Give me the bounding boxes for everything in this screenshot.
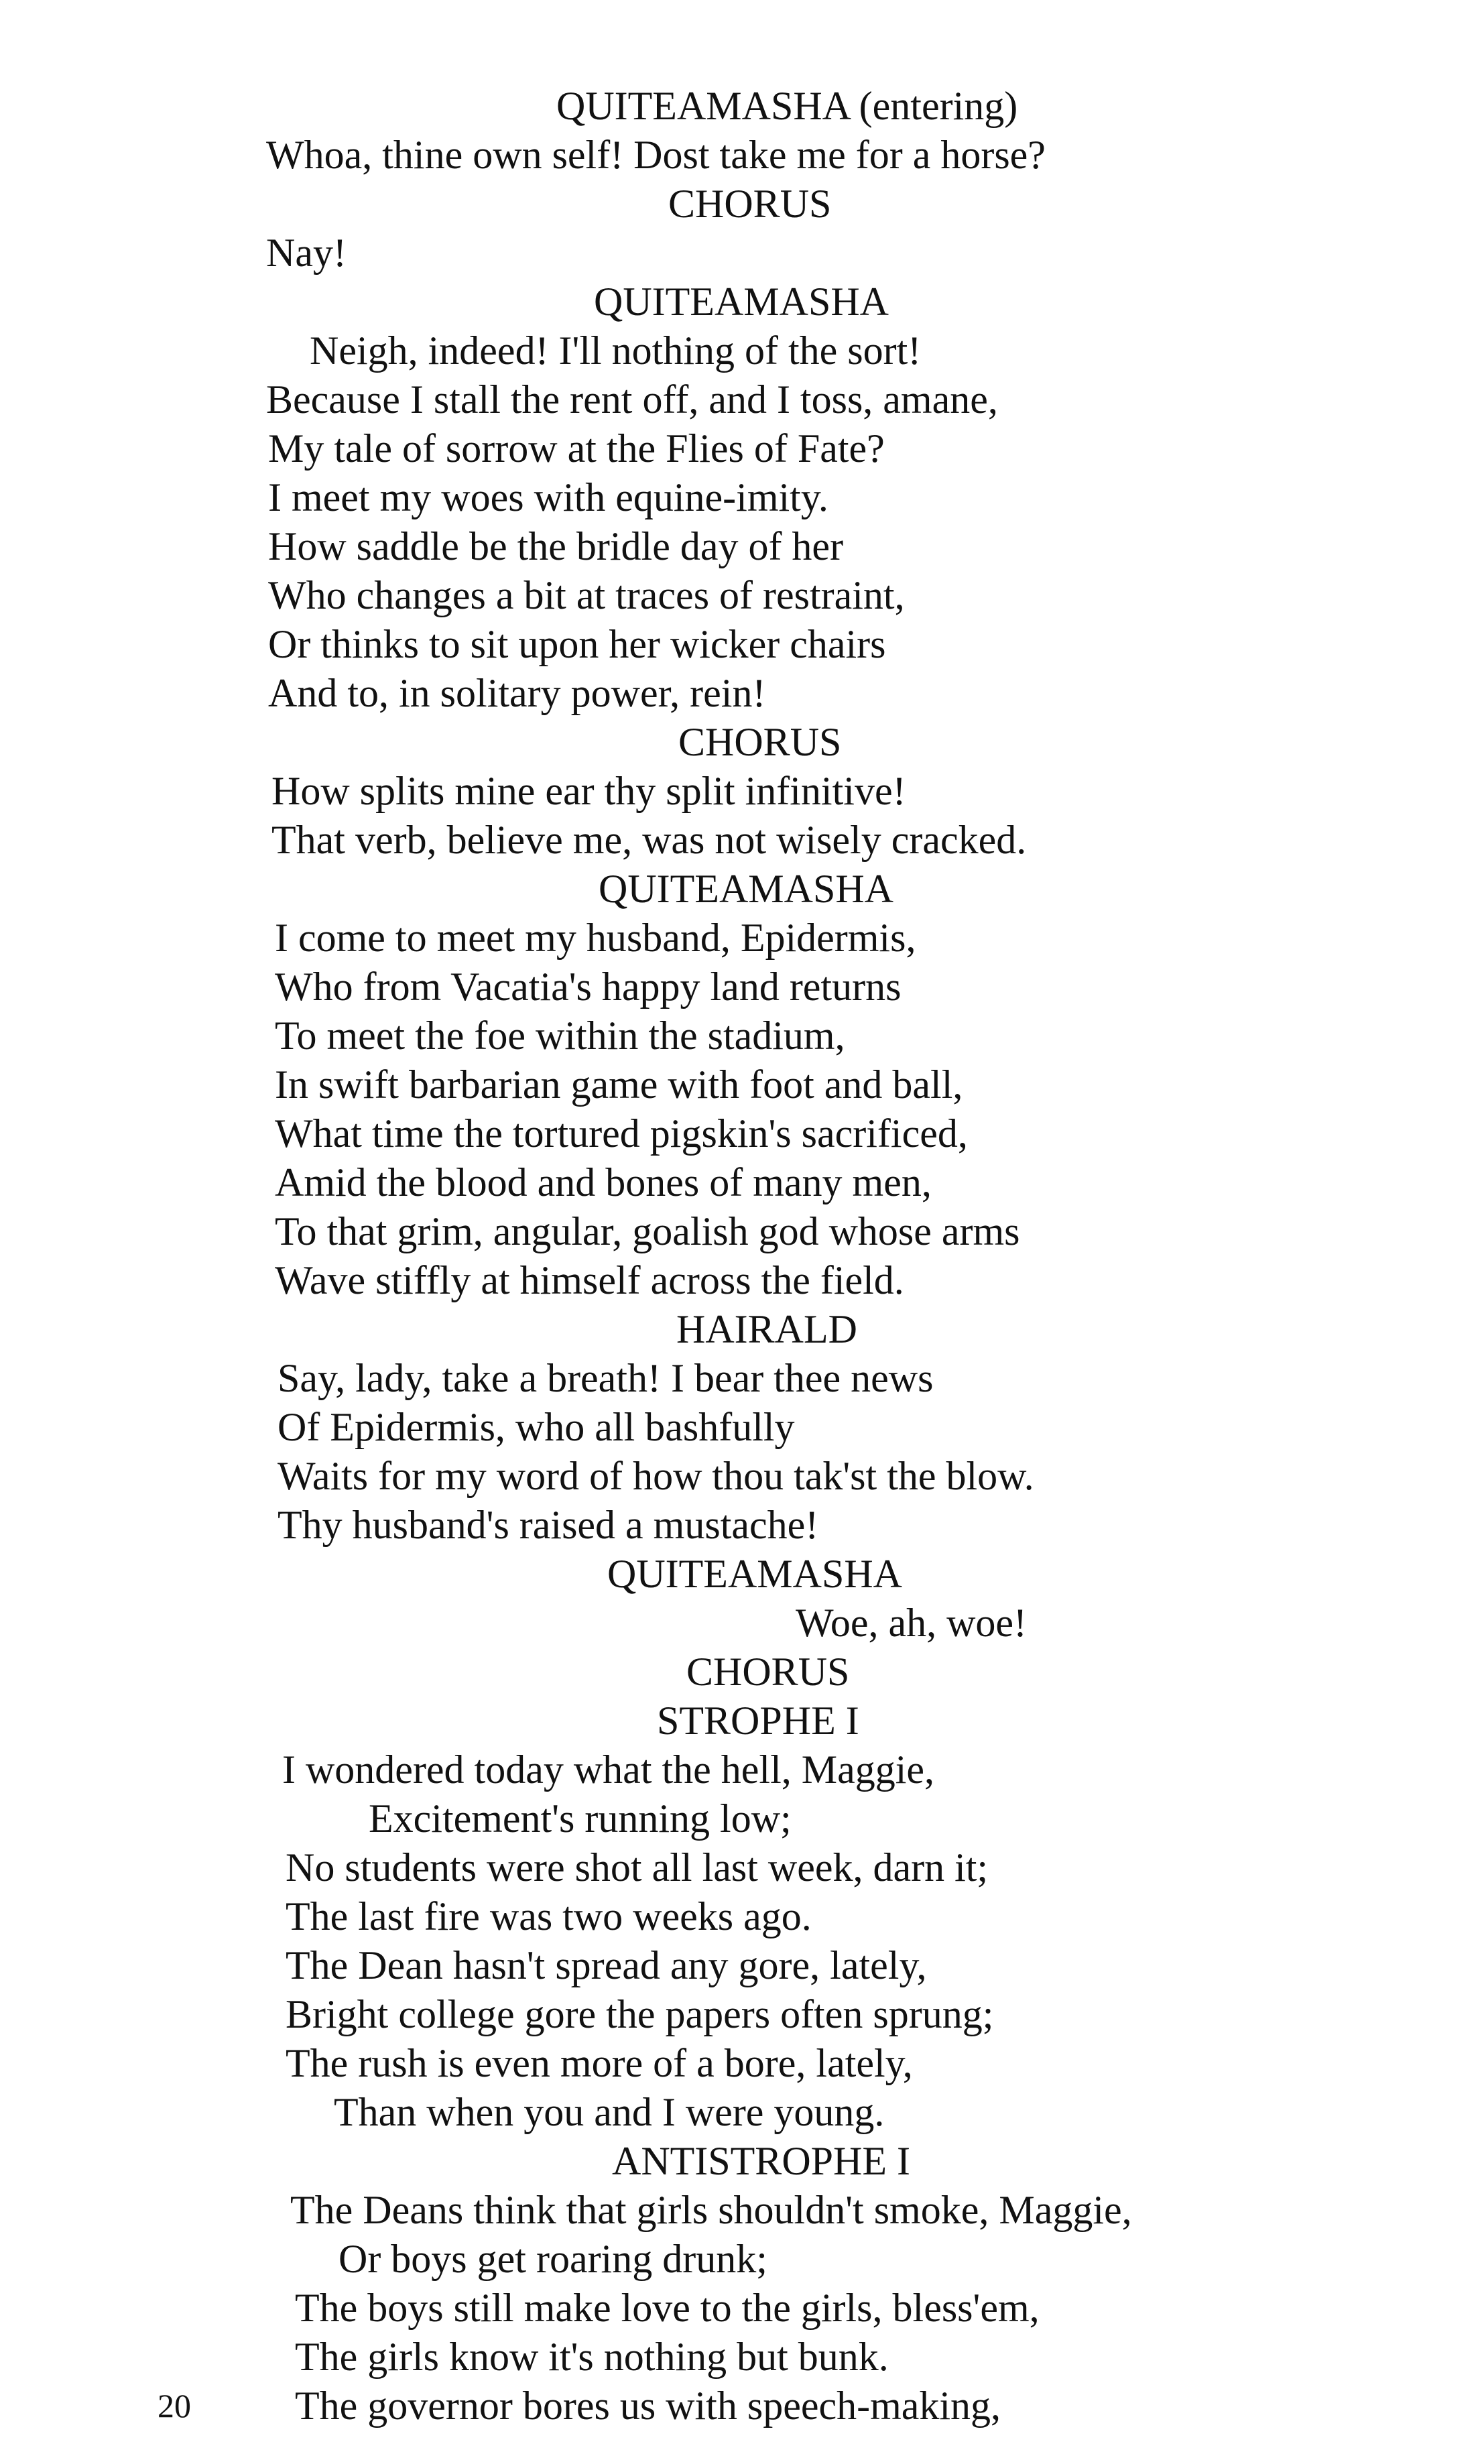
- verse-line: Woe, ah, woe!: [796, 1601, 1028, 1645]
- verse-line: The last fire was two weeks ago.: [286, 1894, 812, 1938]
- verse-line: Neigh, indeed! I'll nothing of the sort!: [310, 328, 922, 373]
- verse-line: Bright college gore the papers often sprung;: [286, 1992, 994, 2036]
- verse-line: No students were shot all last week, darn it;: [286, 1845, 989, 1890]
- speaker-heading: CHORUS: [686, 1650, 850, 1694]
- verse-line: Because I stall the rent off, and I toss, amane,: [266, 377, 998, 422]
- verse-line: Waits for my word of how thou tak'st the blow.: [277, 1454, 1034, 1498]
- section-heading: ANTISTROPHE I: [612, 2139, 910, 2183]
- verse-line: I wondered today what the hell, Maggie,: [282, 1747, 935, 1792]
- verse-line: Or thinks to sit upon her wicker chairs: [268, 622, 886, 666]
- verse-line: To that grim, angular, goalish god whose arms: [275, 1209, 1020, 1253]
- speaker-heading: QUITEAMASHA (entering): [556, 84, 1018, 128]
- verse-line: That verb, believe me, was not wisely cracked.: [271, 818, 1027, 862]
- verse-line: Of Epidermis, who all bashfully: [277, 1405, 795, 1449]
- verse-line: Who changes a bit at traces of restraint,: [268, 573, 905, 617]
- speaker-heading: QUITEAMASHA: [607, 1552, 902, 1596]
- verse-line: My tale of sorrow at the Flies of Fate?: [268, 426, 885, 471]
- speaker-heading: QUITEAMASHA: [594, 280, 889, 324]
- verse-line: Thy husband's raised a mustache!: [277, 1503, 819, 1547]
- verse-line: Who from Vacatia's happy land returns: [275, 965, 902, 1009]
- speaker-heading: QUITEAMASHA: [599, 867, 893, 911]
- verse-line: How saddle be the bridle day of her: [268, 524, 844, 568]
- verse-line: I meet my woes with equine-imity.: [268, 475, 828, 519]
- verse-line: The governor bores us with speech-making,: [295, 2384, 1001, 2428]
- verse-line: Say, lady, take a breath! I bear thee news: [277, 1356, 934, 1400]
- speaker-heading: HAIRALD: [676, 1307, 857, 1351]
- verse-line: What time the tortured pigskin's sacrificed,: [275, 1111, 968, 1156]
- verse-line: To meet the foe within the stadium,: [275, 1013, 845, 1058]
- verse-line: The girls know it's nothing but bunk.: [295, 2335, 889, 2379]
- verse-line: And to, in solitary power, rein!: [268, 671, 766, 715]
- verse-line: The Deans think that girls shouldn't smoke, Maggie,: [290, 2188, 1132, 2232]
- verse-line: Whoa, thine own self! Dost take me for a horse?: [266, 133, 1046, 177]
- verse-line: I come to meet my husband, Epidermis,: [275, 916, 916, 960]
- verse-line: Nay!: [266, 231, 347, 275]
- verse-line: Than when you and I were young.: [334, 2090, 885, 2134]
- verse-line: Excitement's running low;: [369, 1796, 792, 1841]
- verse-line: Or boys get roaring drunk;: [338, 2237, 767, 2281]
- verse-line: The Dean hasn't spread any gore, lately,: [286, 1943, 927, 1987]
- verse-line: The rush is even more of a bore, lately,: [286, 2041, 913, 2085]
- page-number: 20: [158, 2387, 191, 2424]
- verse-line: Wave stiffly at himself across the field.: [275, 1258, 904, 1302]
- verse-line: Amid the blood and bones of many men,: [275, 1160, 932, 1205]
- speaker-heading: CHORUS: [678, 720, 842, 764]
- verse-line: In swift barbarian game with foot and ball,: [275, 1062, 963, 1107]
- verse-line: The boys still make love to the girls, bless'em,: [295, 2286, 1040, 2330]
- verse-line: How splits mine ear thy split infinitive!: [271, 769, 906, 813]
- speaker-heading: CHORUS: [668, 182, 832, 226]
- section-heading: STROPHE I: [657, 1699, 859, 1743]
